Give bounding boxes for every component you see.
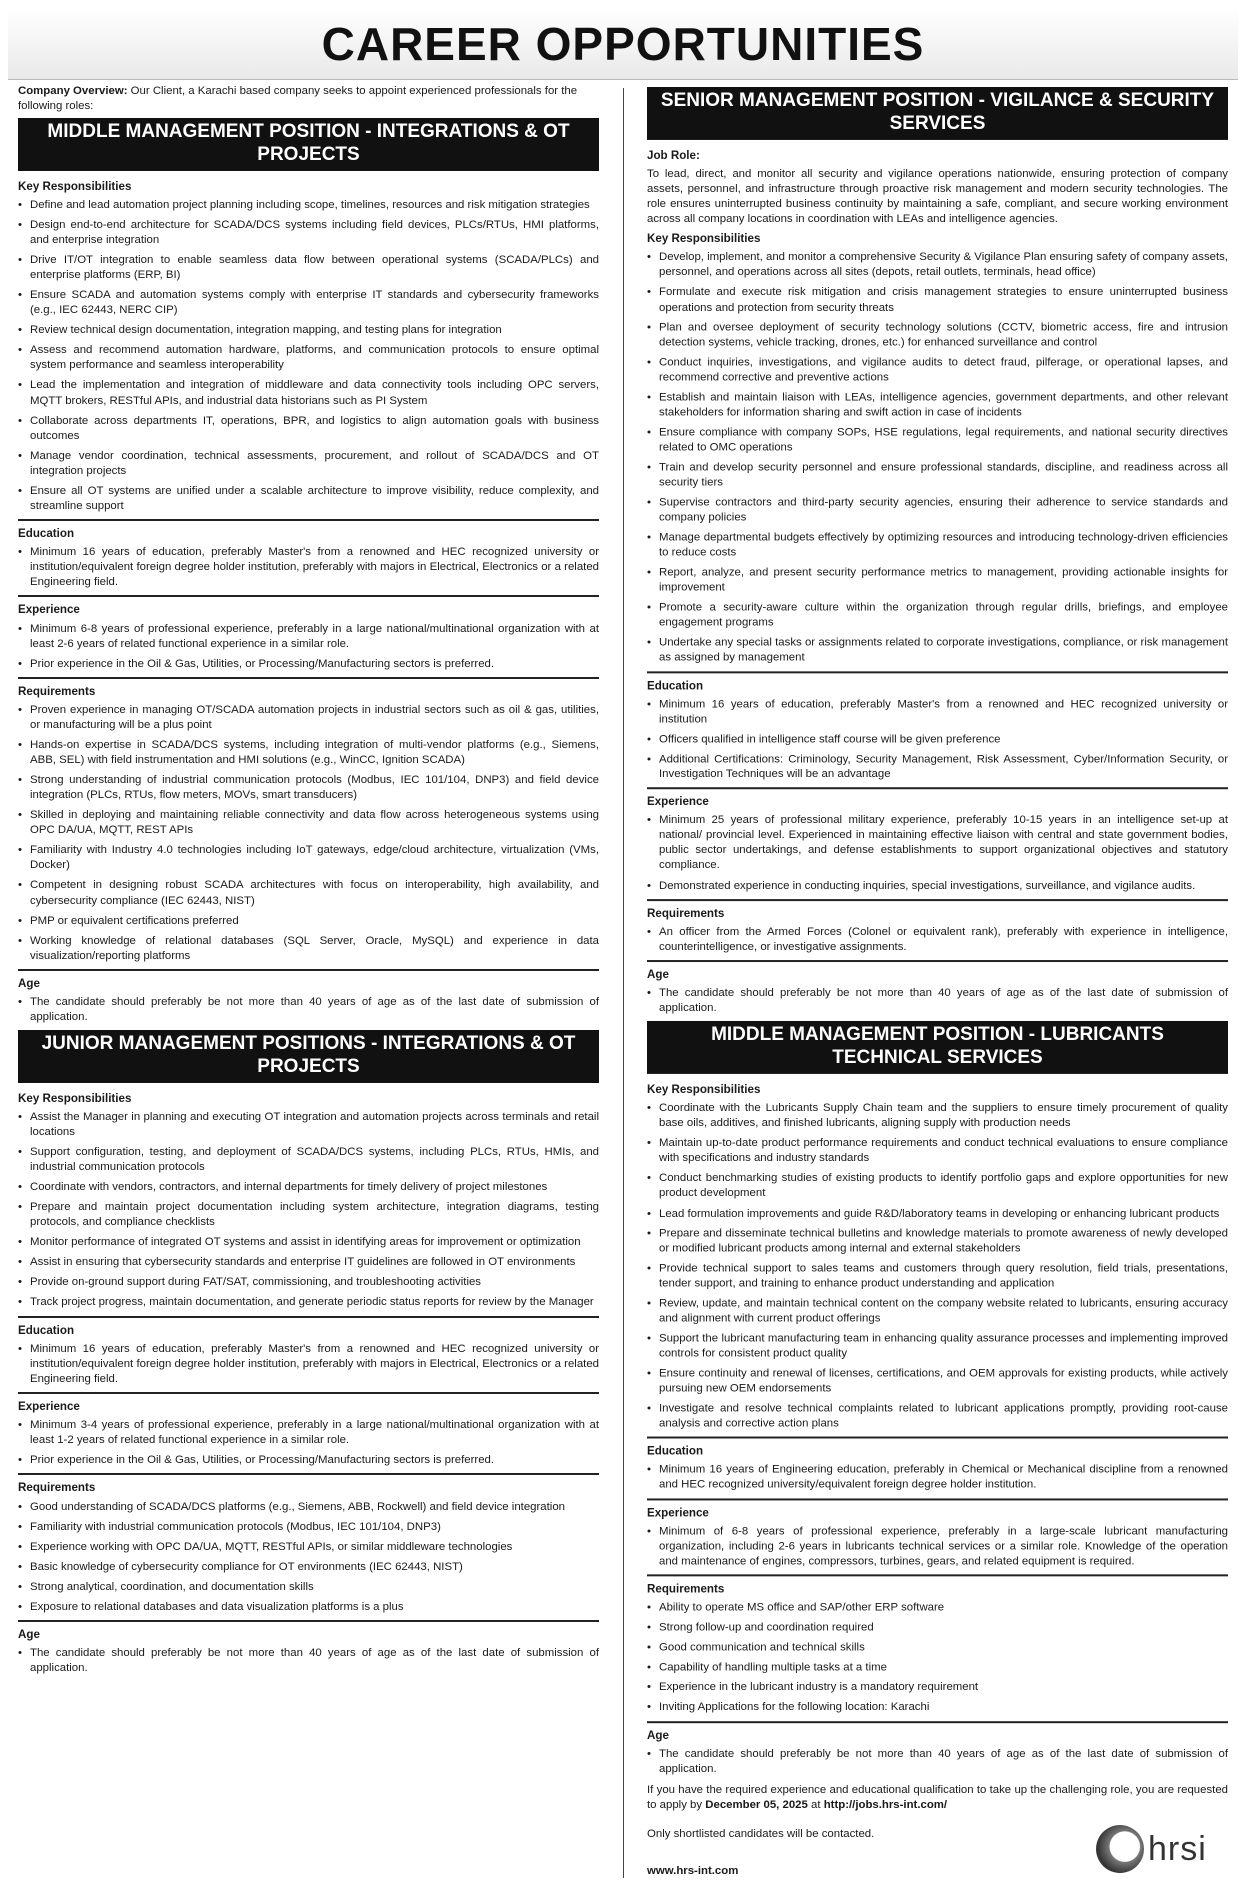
- job-role-text: To lead, direct, and monitor all security and vigilance operations nationwide, ensuring protection of company assets, personnel, and infrastructure through proactive risk management and modern security technologies. The role ensures uninterrupted business continuity by maintaining a safe, compliant, and secure working environment across all company locations in coordination with LEAs and intelligence agencies.: [647, 167, 1228, 225]
- list-item: • Formulate and execute risk mitigation and crisis management strategies to ensure uninterrupted business operations and protection from security threats: [647, 285, 1228, 315]
- section-divider: [647, 787, 1228, 789]
- bullet-list: [647, 1463, 1228, 1493]
- list-item: • Lead the implementation and integration of middleware and data connectivity tools including OPC servers, MQTT brokers, RESTful APIs, and industrial data historians such as PI System: [18, 378, 599, 408]
- bullet-list: [647, 697, 1228, 782]
- list-item: • Track project progress, maintain documentation, and generate periodic status reports for review by the Manager: [18, 1295, 599, 1310]
- section-title: Key Responsibilities: [647, 231, 761, 245]
- list-item: • Establish and maintain liaison with LEAs, intelligence agencies, government departments, and other relevant stakeholders for information sharing and swift action in case of incidents: [647, 390, 1228, 420]
- list-item: • Minimum of 6-8 years of professional experience, preferably in a large-scale lubricant manufacturing organization, including 2-6 years in lubricants technical services or a similar role. Knowledge of the operation and maintenance of engines, compressors, turbines, gears, and related equipment is required.: [647, 1524, 1228, 1569]
- list-item: • PMP or equivalent certifications preferred: [18, 914, 599, 929]
- list-item: • Good communication and technical skills: [647, 1641, 1228, 1656]
- section-divider: [647, 1574, 1228, 1576]
- position-heading: JUNIOR MANAGEMENT POSITIONS - INTEGRATIONS & OT PROJECTS: [18, 1030, 599, 1083]
- section-title: Experience: [647, 1505, 709, 1519]
- list-item: • Supervise contractors and third-party security agencies, ensuring their adherence to service standards and company policies: [647, 496, 1228, 526]
- list-item: • Familiarity with industrial communication protocols (Modbus, IEC 101/104, DNP3): [18, 1520, 599, 1535]
- bullet-list: [647, 1101, 1228, 1432]
- list-item: • Capability of handling multiple tasks at a time: [647, 1661, 1228, 1676]
- bullet-list: [18, 622, 599, 672]
- bullet-list: [18, 1342, 599, 1387]
- list-item: • Basic knowledge of cybersecurity compliance for OT environments (IEC 62443, NIST): [18, 1560, 599, 1575]
- section-divider: [18, 1392, 599, 1394]
- list-item: • The candidate should preferably be not more than 40 years of age as of the last date of submission of application.: [18, 1646, 599, 1676]
- section-title: Requirements: [647, 1582, 725, 1596]
- list-item: • Report, analyze, and present security performance metrics to management, providing actionable insights for improvement: [647, 566, 1228, 596]
- section-title: Requirements: [647, 906, 725, 920]
- right-column: [647, 84, 1228, 1856]
- list-item: • Support configuration, testing, and deployment of SCADA/DCS systems, including PLCs, RTUs, HMIs, and industrial communication protocols: [18, 1145, 599, 1175]
- list-item: • Demonstrated experience in conducting inquiries, special investigations, surveillance, and vigilance audits.: [647, 879, 1228, 894]
- section-divider: [647, 960, 1228, 962]
- list-item: • Conduct benchmarking studies of existing products to identify portfolio gaps and explore opportunities for new product development: [647, 1171, 1228, 1201]
- list-item: • Collaborate across departments IT, operations, BPR, and logistics to align automation goals with business outcomes: [18, 414, 599, 444]
- list-item: • Minimum 25 years of professional military experience, preferably 10-15 years in an intelligence set-up at national/ provincial level. Experienced in maintaining effective liaison with central and state government bodies, public sector undertakings, and defense establishments to support organizational objectives and statutory compliance.: [647, 814, 1228, 874]
- company-overview: [18, 84, 599, 114]
- section-divider: [18, 677, 599, 679]
- list-item: • Assist in ensuring that cybersecurity standards and enterprise IT guidelines are followed in OT environments: [18, 1255, 599, 1270]
- list-item: • Ability to operate MS office and SAP/other ERP software: [647, 1601, 1228, 1616]
- list-item: • Minimum 16 years of education, preferably Master's from a renowned and HEC recognized university or institution/equivalent foreign degree holder institution, preferably with majors in Electrical, Electronics or a related Engineering field.: [18, 1342, 599, 1387]
- position-heading: MIDDLE MANAGEMENT POSITION - INTEGRATIONS & OT PROJECTS: [18, 118, 599, 171]
- section-title: Age: [18, 976, 40, 990]
- list-item: • Good understanding of SCADA/DCS platforms (e.g., Siemens, ABB, Rockwell) and field device integration: [18, 1500, 599, 1515]
- apply-url-link[interactable]: http://jobs.hrs-int.com/: [823, 1799, 948, 1812]
- bullet-list: [647, 1524, 1228, 1569]
- section-divider: [647, 671, 1228, 673]
- bullet-list: [647, 925, 1228, 955]
- list-item: • Hands-on expertise in SCADA/DCS systems, including integration of multi-vendor platforms (e.g., Siemens, ABB, SEL) with field instrumentation and HMI solutions (e.g., WinCC, Ignition SCADA): [18, 738, 599, 768]
- section-title: Experience: [647, 795, 709, 809]
- list-item: • Promote a security-aware culture within the organization through regular drills, briefings, and employee engagement programs: [647, 601, 1228, 631]
- website-link[interactable]: www.hrs-int.com: [647, 1865, 739, 1877]
- list-item: • Ensure all OT systems are unified under a scalable architecture to improve visibility, reduce complexity, and streamline support: [18, 484, 599, 514]
- list-item: • Undertake any special tasks or assignments related to corporate investigations, compliance, or risk management as assigned by management: [647, 636, 1228, 666]
- list-item: • Investigate and resolve technical complaints related to lubricant applications promptly, providing root-cause analysis and corrective action plans: [647, 1402, 1228, 1432]
- section-title: Job Role:: [647, 148, 700, 162]
- list-item: • Manage vendor coordination, technical assessments, procurement, and rollout of SCADA/DCS and OT integration projects: [18, 449, 599, 479]
- section-divider: [18, 1316, 599, 1318]
- logo-mark-icon: [1096, 1825, 1144, 1873]
- list-item: • Prior experience in the Oil & Gas, Utilities, or Processing/Manufacturing sectors is preferred.: [18, 1453, 599, 1468]
- section-divider: [18, 1473, 599, 1475]
- section-divider: [647, 899, 1228, 901]
- bullet-list: [18, 995, 599, 1025]
- section-divider: [18, 595, 599, 597]
- apply-text: If you have the required experience and educational qualification to take up the challenging role, you are requested to apply by: [647, 1784, 1228, 1812]
- company-logo: [1096, 1825, 1207, 1873]
- list-item: • Experience working with OPC DA/UA, MQTT, RESTful APIs, or similar middleware technologies: [18, 1540, 599, 1555]
- section-title: Key Responsibilities: [18, 179, 132, 193]
- list-item: • Inviting Applications for the following location: Karachi: [647, 1701, 1228, 1716]
- list-item: • Conduct inquiries, investigations, and vigilance audits to detect fraud, pilferage, or operational lapses, and recommend corrective and preventive actions: [647, 355, 1228, 385]
- list-item: • Lead formulation improvements and guide R&D/laboratory teams in developing or enhancing lubricant products: [647, 1206, 1228, 1221]
- section-title: Requirements: [18, 1481, 96, 1495]
- section-divider: [647, 1498, 1228, 1500]
- list-item: • Strong follow-up and coordination required: [647, 1621, 1228, 1636]
- bullet-list: [18, 1646, 599, 1676]
- section-title: Age: [18, 1627, 40, 1641]
- bullet-list: [647, 250, 1228, 666]
- list-item: • An officer from the Armed Forces (Colonel or equivalent rank), preferably with experience in intelligence, counterintelligence, or investigative assignments.: [647, 925, 1228, 955]
- list-item: • Additional Certifications: Criminology, Security Management, Risk Assessment, Cyber/Information Security, or Investigation Techniques will be an advantage: [647, 752, 1228, 782]
- list-item: • Minimum 16 years of education, preferably Master's from a renowned and HEC recognized university or institution: [647, 697, 1228, 727]
- list-item: • Prior experience in the Oil & Gas, Utilities, or Processing/Manufacturing sectors is preferred.: [18, 657, 599, 672]
- list-item: • Monitor performance of integrated OT systems and assist in identifying areas for improvement or optimization: [18, 1235, 599, 1250]
- list-item: • Prepare and disseminate technical bulletins and knowledge materials to promote awareness of newly developed or modified lubricant products among internal and external stakeholders: [647, 1226, 1228, 1256]
- section-divider: [647, 1721, 1228, 1723]
- section-title: Education: [647, 678, 704, 692]
- list-item: • Competent in designing robust SCADA architectures with focus on interoperability, high availability, and cybersecurity compliance (IEC 62443, NIST): [18, 878, 599, 908]
- list-item: • Minimum 16 years of Engineering education, preferably in Chemical or Mechanical discipline from a renowned and HEC recognized university/equivalent foreign degree holder institution.: [647, 1463, 1228, 1493]
- section-divider: [18, 969, 599, 971]
- list-item: • The candidate should preferably be not more than 40 years of age as of the last date of submission of application.: [647, 1747, 1228, 1777]
- list-item: • Ensure SCADA and automation systems comply with enterprise IT standards and cybersecurity frameworks (e.g., IEC 62443, NERC CIP): [18, 288, 599, 318]
- position-heading: MIDDLE MANAGEMENT POSITION - LUBRICANTS TECHNICAL SERVICES: [647, 1021, 1228, 1074]
- list-item: • Experience in the lubricant industry is a mandatory requirement: [647, 1681, 1228, 1696]
- list-item: • The candidate should preferably be not more than 40 years of age as of the last date of submission of application.: [18, 995, 599, 1025]
- section-title: Education: [647, 1444, 704, 1458]
- company-overview-label: Company Overview:: [18, 85, 128, 97]
- list-item: • Minimum 6-8 years of professional experience, preferably in a large national/multinational organization with at least 2-6 years of related functional experience in a similar role.: [18, 622, 599, 652]
- list-item: • Review, update, and maintain technical content on the company website related to lubricants, ensuring accuracy and alignment with current product offerings: [647, 1296, 1228, 1326]
- left-column: [18, 84, 599, 1681]
- bullet-list: [18, 703, 599, 964]
- list-item: • Define and lead automation project planning including scope, timelines, resources and risk mitigation strategies: [18, 198, 599, 213]
- bullet-list: [647, 1747, 1228, 1777]
- bullet-list: [18, 1110, 599, 1311]
- list-item: • Coordinate with vendors, contractors, and internal departments for timely delivery of project milestones: [18, 1180, 599, 1195]
- section-title: Requirements: [18, 684, 96, 698]
- section-title: Age: [647, 1728, 669, 1742]
- list-item: • Manage departmental budgets effectively by optimizing resources and introducing technology-driven efficiencies to reduce costs: [647, 531, 1228, 561]
- list-item: • Provide on-ground support during FAT/SAT, commissioning, and troubleshooting activities: [18, 1275, 599, 1290]
- deadline-date: December 05, 2025: [705, 1799, 808, 1812]
- section-title: Key Responsibilities: [647, 1082, 761, 1096]
- list-item: • Maintain up-to-date product performance requirements and conduct technical evaluations to ensure compliance with specifications and industry standards: [647, 1136, 1228, 1166]
- list-item: • Prepare and maintain project documentation including system architecture, integration diagrams, testing protocols, and compliance checklists: [18, 1200, 599, 1230]
- bullet-list: [647, 1601, 1228, 1716]
- list-item: • Minimum 3-4 years of professional experience, preferably in a large national/multinational organization with at least 1-2 years of related functional experience in a similar role.: [18, 1418, 599, 1448]
- bullet-list: [18, 198, 599, 514]
- list-item: • Skilled in deploying and maintaining reliable connectivity and data flow across heterogeneous systems using OPC DA/UA, MQTT, REST APIs: [18, 808, 599, 838]
- section-divider: [18, 1620, 599, 1622]
- list-item: • Officers qualified in intelligence staff course will be given preference: [647, 732, 1228, 747]
- section-divider: [18, 519, 599, 521]
- list-item: • Drive IT/OT integration to enable seamless data flow between operational systems (SCADA/PLCs) and enterprise platforms (ERP, BI): [18, 253, 599, 283]
- bullet-list: [647, 986, 1228, 1016]
- list-item: • Plan and oversee deployment of security technology solutions (CCTV, biometric access, fire and intrusion detection systems, vehicle tracking, drones, etc.) for enhanced surveillance and control: [647, 320, 1228, 350]
- section-title: Key Responsibilities: [18, 1091, 132, 1105]
- list-item: • Exposure to relational databases and data visualization platforms is a plus: [18, 1600, 599, 1615]
- logo-text: hrsi: [1148, 1829, 1207, 1868]
- section-title: Education: [18, 526, 75, 540]
- company-overview-text: Our Client, a Karachi based company seeks to appoint experienced professionals for the following roles:: [18, 85, 578, 113]
- column-divider: [623, 88, 624, 1878]
- list-item: • Proven experience in managing OT/SCADA automation projects in industrial sectors such as oil & gas, utilities, or manufacturing will be a plus point: [18, 703, 599, 733]
- list-item: • Familiarity with Industry 4.0 technologies including IoT gateways, edge/cloud architecture, virtualization (VMs, Docker): [18, 843, 599, 873]
- list-item: • Train and develop security personnel and ensure professional standards, discipline, and readiness across all security tiers: [647, 461, 1228, 491]
- bullet-list: [18, 1500, 599, 1615]
- bullet-list: [18, 545, 599, 590]
- list-item: • Minimum 16 years of education, preferably Master's from a renowned and HEC recognized university or institution/equivalent foreign degree holder institution, preferably with majors in Electrical, Electronics or a related Engineering field.: [18, 545, 599, 590]
- list-item: • Ensure continuity and renewal of licenses, certifications, and OEM approvals for existing products, while actively pursuing new OEM endorsements: [647, 1367, 1228, 1397]
- section-title: Education: [18, 1323, 75, 1337]
- apply-text: at: [807, 1799, 824, 1812]
- apply-paragraph: [647, 1783, 1228, 1813]
- position-heading: SENIOR MANAGEMENT POSITION - VIGILANCE & SECURITY SERVICES: [647, 87, 1228, 140]
- section-divider: [647, 1437, 1228, 1439]
- list-item: • Assess and recommend automation hardware, platforms, and communication protocols to ensure optimal system performance and seamless interoperability: [18, 343, 599, 373]
- list-item: • The candidate should preferably be not more than 40 years of age as of the last date of submission of application.: [647, 986, 1228, 1016]
- page-title: CAREER OPPORTUNITIES: [321, 17, 925, 70]
- list-item: • Ensure compliance with company SOPs, HSE regulations, legal requirements, and national security directives related to OMC operations: [647, 425, 1228, 455]
- bullet-list: [647, 814, 1228, 894]
- list-item: • Review technical design documentation, integration mapping, and testing plans for integration: [18, 323, 599, 338]
- list-item: • Coordinate with the Lubricants Supply Chain team and the suppliers to ensure timely procurement of quality base oils, additives, and finished lubricants, aligning supply with production needs: [647, 1101, 1228, 1131]
- bullet-list: [18, 1418, 599, 1468]
- section-title: Experience: [18, 603, 80, 617]
- list-item: • Support the lubricant manufacturing team in enhancing quality assurance processes and implementing improved controls for consistent product quality: [647, 1331, 1228, 1361]
- list-item: • Strong understanding of industrial communication protocols (Modbus, IEC 101/104, DNP3) and field device integration (PLCs, RTUs, flow meters, MOVs, smart transducers): [18, 773, 599, 803]
- list-item: • Assist the Manager in planning and executing OT integration and automation projects across terminals and retail locations: [18, 1110, 599, 1140]
- page-title-band: [8, 8, 1238, 80]
- section-title: Experience: [18, 1399, 80, 1413]
- shortlist-note: Only shortlisted candidates will be contacted.: [647, 1828, 875, 1841]
- section-title: Age: [647, 967, 669, 981]
- list-item: • Provide technical support to sales teams and customers through query resolution, field trials, presentations, tender support, and training to enhance product understanding and application: [647, 1261, 1228, 1291]
- list-item: • Strong analytical, coordination, and documentation skills: [18, 1580, 599, 1595]
- list-item: • Design end-to-end architecture for SCADA/DCS systems including field devices, PLCs/RTUs, HMI platforms, and enterprise integration: [18, 218, 599, 248]
- list-item: • Working knowledge of relational databases (SQL Server, Oracle, MySQL) and experience in data visualization/reporting platforms: [18, 934, 599, 964]
- list-item: • Develop, implement, and monitor a comprehensive Security & Vigilance Plan ensuring safety of company assets, personnel, and operations across all sites (depots, retail outlets, terminals, head office): [647, 250, 1228, 280]
